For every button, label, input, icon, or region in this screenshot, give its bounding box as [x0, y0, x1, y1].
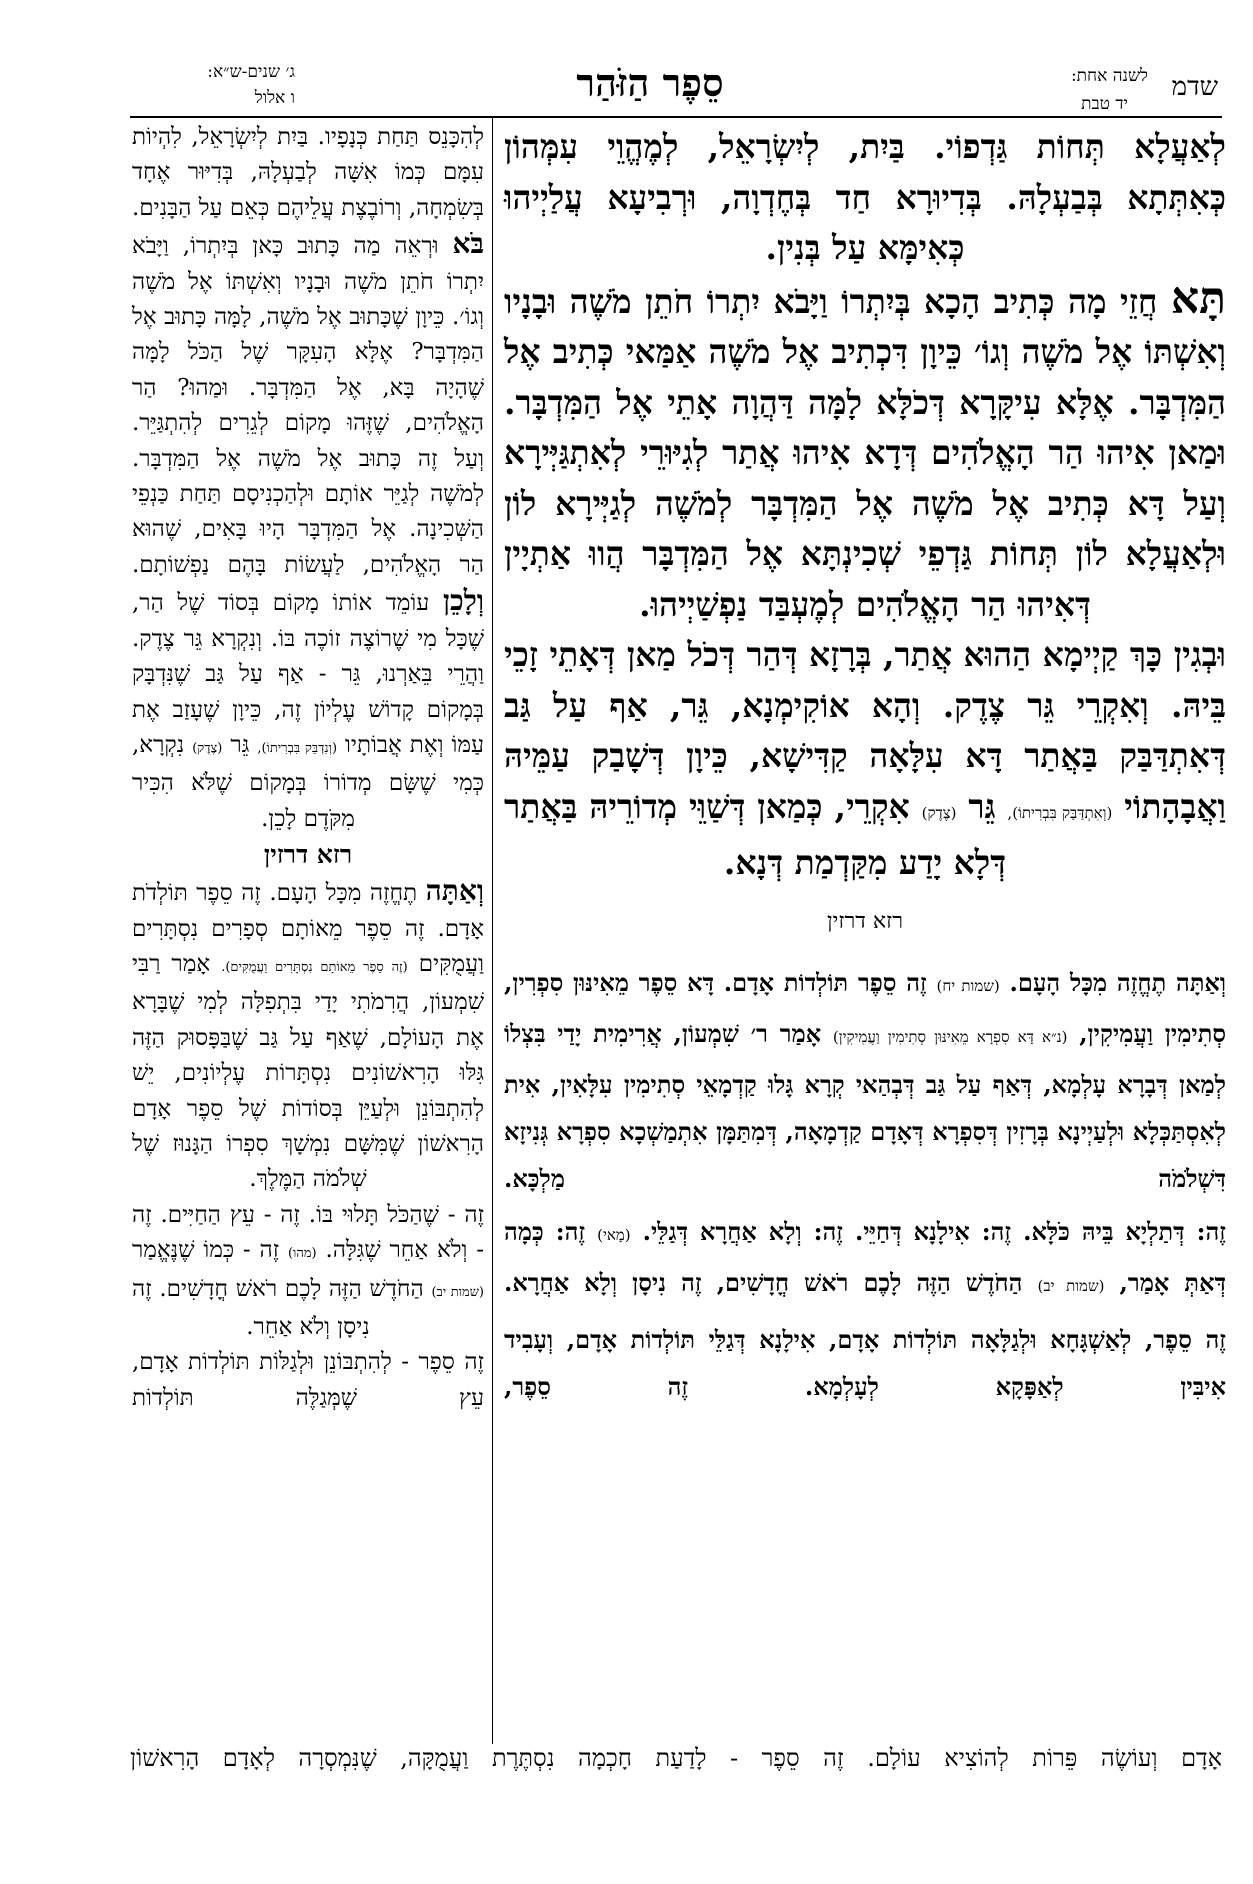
- page-number: שדמ: [1171, 72, 1218, 102]
- drop-word: וְאַתָּה: [425, 874, 484, 908]
- header-left: [135, 62, 295, 108]
- daily-schedule-label: לשנה אחת:: [1070, 66, 1148, 86]
- citation: (שמות יב): [1037, 1276, 1105, 1295]
- footer-line: אָדָם וְעוֹשֶׂה פֵּרוֹת לְהוֹצִיא עוֹלָם. זֶה סֵפֶר - לָדַעַת חָכְמָה נִסְתֶּרֶת וַעֲמֻקָּה, שֶׁנִּמְסְרָה לְאָדָם הָרִאשׁוֹן: [130, 1744, 1222, 1772]
- zohar-paragraph: תָּא חֲזֵי מָה כְּתִיב הָכָא בְּיִתְרוֹ וַיָּבֹא יִתְרוֹ חֹתֵן מֹשֶׁה וּבָנָיו וְאִשְׁתּוֹ אֶל מֹשֶׁה וְגוֹ׳ כֵּיוָן דִּכְתִיב אֶל מֹשֶׁה אַמַּאי כְּתִיב אֶל הַמִּדְבָּר. אֶלָּא עִיקָּרָא דְּכֹלָּא לָמָּה דַּהֲוָה אָתֵי אֶל הַמִּדְבָּר. וּמַאן אִיהוּ הַר הָאֱלֹהִים דְּדָא אִיהוּ אֲתַר לְגִיּוּרֵי לְאִתְגַּיְּירָא וְעַל דָּא כְּתִיב אֶל מֹשֶׁה אֶל הַמִּדְבָּר לְמֹשֶׁה לְגַיְּירָא לוֹן וּלְאַעֲלָא לוֹן תְּחוֹת גַּדְפֵי שְׁכִינְתָּא אֶל הַמִּדְבָּר הֲווּ אַתְיָין דְּאִיהוּ הַר הָאֱלֹהִים לְמֶעְבַּד נַפְשַׁיְיהוּ.: [504, 272, 1226, 624]
- citation: (שמות יב): [431, 1284, 484, 1300]
- citation: (נ״א דָּא סִפְרָא מֵאִינּוּן סְתִימִין וַעֲמִיקִין): [832, 1027, 1068, 1046]
- translation-paragraph: וְלָכֵן עוֹמֵד אוֹתוֹ מָקוֹם בְּסוֹד שֶׁל הַר, שֶׁכָּל מִי שֶׁרוֹצֶה זוֹכֶה בּוֹ. וְנִקְרָא גֵּר צֶדֶק. וַהֲרֵי בֵּאַרְנוּ, גֵּר - אַף עַל גַּב שֶׁנִּדְבָּק בְּמָקוֹם קָדוֹשׁ עֶלְיוֹן זֶה, כֵּיוָן שֶׁעָזַב אֶת עַמּוֹ וְאֶת אֲבוֹתָיו (וְנִדְבַּק בִּבְרִיתוֹ), גֵּר (צֶדֶק) נִקְרָא, כְּמִי שֶׁשָּׂם מְדוֹרוֹ בְּמָקוֹם שֶׁלֹּא הִכִּיר מִקֹּדֶם לָכֵן.: [132, 584, 485, 832]
- translation-paragraph: לְהִכָּנֵס תַּחַת כְּנָפָיו. בַּיִת לְיִשְׂרָאֵל, לִהְיוֹת עִמָּם כְּמוֹ אִשָּׁה לְבַעְלָהּ, בְּדִיּוּר אֶחָד בְּשִׂמְחָה, וְרוֹבֶצֶת עֲלֵיהֶם כְּאֵם עַל הַבָּנִים.: [132, 124, 484, 221]
- citation: (מָאי): [597, 1225, 631, 1244]
- citation: (וְאִתְדַּבַּק בִּבְרִיתוֹ),: [1007, 803, 1113, 822]
- zohar-paragraph: זֶה סֵפֶר, לְאַשְׁגָּחָא וּלְגַלָּאָה תּוֹלְדוֹת אָדָם, אִילָנָא דְּגַלֵּי תּוֹלְדוֹת אָדָם, וְעָבִיד אִיבִּין לְאַפָּקָא לְעָלְמָא. זֶה סֵפֶר,: [504, 1324, 1226, 1401]
- citation: (צֶדֶק): [921, 803, 957, 822]
- zohar-paragraph: לְאַעֲלָא תְּחוֹת גַּדְפוֹי. בַּיִת, לְיִשְׂרָאֵל, לְמֶהֱוֵי עִמְּהוֹן כְּאִתְּתָא בְּבַעְלָהּ. בְּדִיוּרָא חַד בְּחֶדְוָה, וּרְבִיעָא עֲלַיְיהוּ כְּאִימָּא עַל בְּנִין.: [504, 127, 1226, 267]
- translation-paragraph: בֹּא וּרְאֵה מַה כָּתוּב כָּאן בְּיִתְרוֹ, וַיָּבֹא יִתְרוֹ חֹתֵן מֹשֶׁה וּבָנָיו וְאִשְׁתּוֹ אֶל מֹשֶׁה וְגוֹ׳. כֵּיוָן שֶׁכָּתוּב אֶל מֹשֶׁה, לָמָּה כָּתוּב אֶל הַמִּדְבָּר? אֶלָּא הָעִקָּר שֶׁל הַכֹּל לָמָּה שֶׁהָיָה בָּא, אֶל הַמִּדְבָּר. וּמַהוּ? הַר הָאֱלֹהִים, שֶׁזֶּהוּ מָקוֹם לְגֵרִים לְהִתְגַּיֵּר. וְעַל זֶה כָּתוּב אֶל מֹשֶׁה אֶל הַמִּדְבָּר. לְמֹשֶׁה לְגַיֵּר אוֹתָם וּלְהַכְנִיסָם תַּחַת כַּנְפֵי הַשְּׁכִינָה. אֶל הַמִּדְבָּר הָיוּ בָּאִים, שֶׁהוּא הַר הָאֱלֹהִים, לַעֲשׂוֹת בָּהֶם נַפְשׁוֹתָם.: [132, 227, 484, 578]
- section-title: רזא דרזין: [263, 840, 353, 870]
- citation: (וְנִדְבַּק בִּבְרִיתוֹ),: [257, 740, 338, 756]
- translation-column: [132, 120, 484, 1416]
- zohar-paragraph: וּבְגִין כָּךְ קַיְימָא הַהוּא אֲתַר, בְּרָזָא דְּהַר דְּכֹל מַאן דְּאָתֵי זָכֵי בֵּיהּ. וְאִקְרֵי גֵּר צֶדֶק. וְהָא אוֹקִימְנָא, גֵּר, אַף עַל גַּב דְּאִתְדַּבַּק בַּאֲתַר דָּא עִלָּאָה קַדִּישָׁא, כֵּיוָן דְּשָׁבַק עַמֵּיהּ וַאֲבָהָתוֹי (וְאִתְדַּבַּק בִּבְרִיתוֹ), גֵּר (צֶדֶק) אִקְרֵי, כְּמַאן דְּשַׁוֵּי מְדוֹרֵיהּ בַּאֲתַר דְּלָא יָדַע מִקַּדְמַת דְּנָא.: [504, 635, 1226, 882]
- cycle-label: ג׳ שנים-ש״א:: [207, 62, 295, 82]
- daily-schedule-date: יד טבת: [1081, 94, 1128, 114]
- drop-word: תָּא: [1170, 272, 1226, 324]
- page-header: [0, 0, 1253, 118]
- citation: (זֶה סֵפֶר מֵאוֹתָם נִסְתָּרִים וַעֲמֻקִּים).: [221, 959, 408, 975]
- drop-word: בֹּא: [452, 227, 484, 261]
- citation: (מהו): [287, 1246, 317, 1262]
- zohar-paragraph: זֶה: דְּתַלְיָא בֵּיהּ כֹּלָּא. זֶה: אִילָנָא דְּחַיֵּי. זֶה: וְלָא אַחֲרָא דְּגַלֵּי. (מָאי) זֶה: כְּמָה דְּאַתְּ אָמַר, (שמות יב) הַחֹדֶשׁ הַזֶּה לָכֶם רֹאשׁ חֳדָשִׁים, זֶה נִיסָן וְלָא אַחֲרָא.: [504, 1216, 1227, 1297]
- section-title: רזא דרזין: [826, 908, 904, 934]
- citation: (צֶדֶק): [192, 740, 223, 756]
- column-divider: [492, 116, 493, 1744]
- translation-paragraph: זֶה סֵפֶר - לְהִתְבּוֹנֵן וּלְגַלּוֹת תּוֹלְדוֹת אָדָם, עֵץ שֶׁמְּגַלֶּה תּוֹלְדוֹת: [132, 1349, 484, 1411]
- cycle-date: ו אלול: [254, 88, 295, 108]
- zohar-paragraph: וְאַתָּה תֶחֱזֶה מִכָּל הָעָם. (שמות יח) זֶה סֵפֶר תּוֹלְדוֹת אָדָם. דָּא סֵפֶר מֵאִינּוּן סִפְרִין, סְתִימִין וַעֲמִיקִין, (נ״א דָּא סִפְרָא מֵאִינּוּן סְתִימִין וַעֲמִיקִין) אָמַר ר׳ שִׁמְעוֹן, אֲרִימִית יָדַי בִּצְלוֹ לְמַאן דְּבָרָא עָלְמָא, דְּאַף עַל גַּב דְּבְהַאי קְרָא גָּלוּ קַדְמָאֵי סְתִימִין עִלָּאִין, אִית לְאִסְתַּכְּלָא וּלְעַיְינָא בְּרָזִין דְּסִפְרָא דְּאָדָם קַדְמָאָה, דְּמִתַּמָּן אִתְמַשְׁכָא סִפְרָא גְּנִיזָא דִּשְׁלֹמֹה מַלְכָּא.: [504, 967, 1227, 1193]
- translation-paragraph: זֶה - שֶׁהַכֹּל תָּלוּי בּוֹ. זֶה - עֵץ הַחַיִּים. זֶה - וְלֹא אַחֵר שֶׁגִּלָּה. (מהו) זֶה - כְּמוֹ שֶׁנֶּאֱמַר (שמות יב) הַחֹדֶשׁ הַזֶּה לָכֶם רֹאשׁ חֳדָשִׁים. זֶה נִיסָן וְלֹא אַחֵר.: [132, 1201, 485, 1340]
- citation: (שמות יח): [936, 976, 1000, 995]
- translation-paragraph: וְאַתָּה תֶחֱזֶה מִכָּל הָעָם. זֶה סֵפֶר תּוֹלְדֹת אָדָם. זֶה סֵפֶר מֵאוֹתָם סְפָרִים נִסְתָּרִים וַעֲמֻקִּים (זֶה סֵפֶר מֵאוֹתָם נִסְתָּרִים וַעֲמֻקִּים). אָמַר רַבִּי שִׁמְעוֹן, הֲרִמֹתִי יָדַי בִּתְפִלָּה לְמִי שֶׁבָּרָא אֶת הָעוֹלָם, שֶׁאַף עַל גַּב שֶׁבַּפָּסוּק הַזֶּה גִּלּוּ הָרִאשׁוֹנִים נִסְתָּרוֹת עֶלְיוֹנִים, יֵשׁ לְהִתְבּוֹנֵן וּלְעַיֵּן בְּסוֹדוֹת שֶׁל סֵפֶר אָדָם הָרִאשׁוֹן שֶׁמִּשָּׁם נִמְשָׁךְ סִפְרוֹ הַגָּנוּז שֶׁל שְׁלֹמֹה הַמֶּלֶךְ.: [132, 874, 485, 1193]
- drop-word: וְלָכֵן: [442, 584, 484, 618]
- book-title: סֵפֶר הַזֹּהַר: [576, 60, 724, 105]
- zohar-text-column: [504, 122, 1226, 1410]
- header-divider: [130, 116, 1222, 118]
